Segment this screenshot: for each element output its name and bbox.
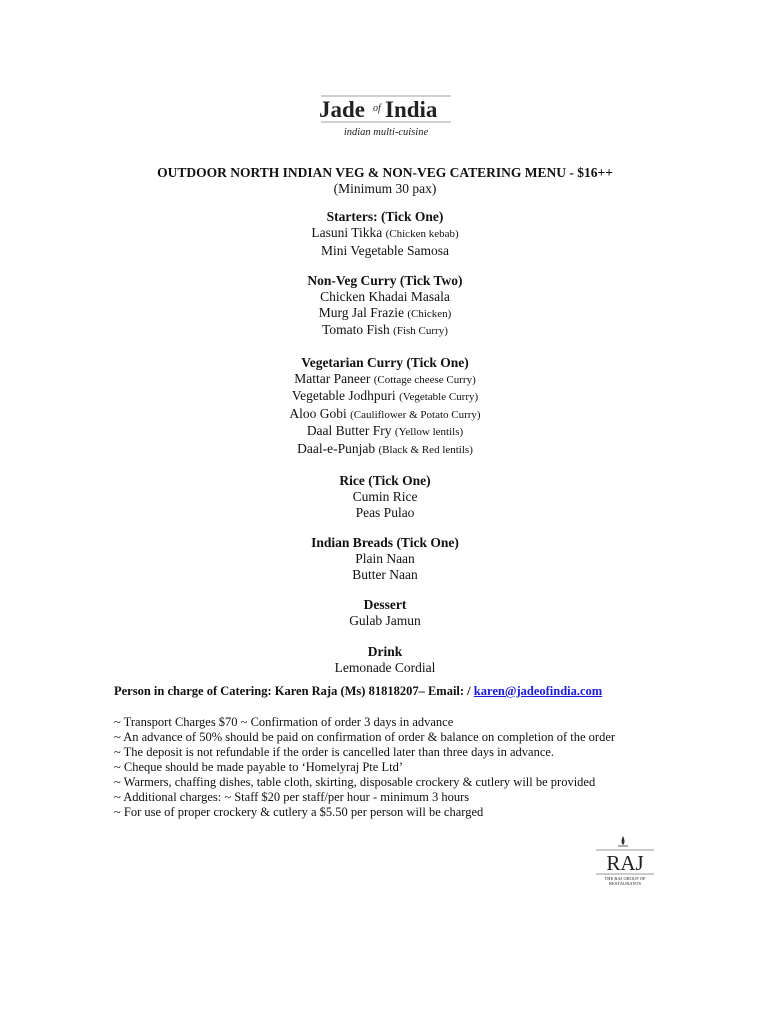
menu-item — [100, 243, 670, 259]
logo-brand-right: India — [385, 97, 438, 122]
terms-item: ~ Warmers, chaffing dishes, table cloth, skirting, disposable crockery & cutlery will be provided — [114, 775, 596, 789]
terms-list — [114, 715, 654, 820]
menu-title: OUTDOOR NORTH INDIAN VEG & NON-VEG CATERING MENU - $16++ — [157, 165, 613, 180]
menu-sections — [100, 209, 670, 675]
catering-contact — [114, 684, 602, 699]
terms-item: ~ An advance of 50% should be paid on confirmation of order & balance on completion of the order — [114, 730, 616, 744]
contact-email-link[interactable]: karen@jadeofindia.com — [473, 684, 603, 698]
section-heading: Drink — [367, 643, 403, 659]
menu-item-name: Tomato Fish — [322, 322, 390, 337]
menu-item-note: (Cottage cheese Curry) — [373, 373, 476, 386]
terms-item: ~ Transport Charges $70 ~ Confirmation of order 3 days in advance — [114, 715, 454, 729]
menu-item — [100, 567, 670, 583]
menu-item-note: (Fish Curry) — [393, 325, 448, 337]
menu-subtitle: (Minimum 30 pax) — [333, 181, 437, 196]
terms-item: ~ The deposit is not refundable if the order is cancelled later than three days in advance. — [114, 745, 555, 759]
section-heading: Dessert — [363, 597, 407, 612]
catering-menu — [100, 165, 670, 690]
menu-item — [100, 441, 670, 459]
logo-tagline: indian multi-cuisine — [343, 127, 429, 138]
menu-item — [100, 371, 670, 389]
menu-item — [100, 423, 670, 441]
menu-item-note: (Cauliflower & Potato Curry) — [350, 408, 481, 421]
menu-item-name: Aloo Gobi — [289, 405, 347, 421]
raj-line1: THE RAJ GROUP OF — [604, 876, 646, 881]
menu-item — [100, 505, 670, 521]
menu-item-name: Lasuni Tikka — [311, 225, 383, 240]
menu-item — [100, 225, 670, 243]
terms-item: ~ For use of proper crockery & cutlery a $5.50 per person will be charged — [114, 805, 484, 819]
section-heading: Starters: (Tick One) — [326, 209, 444, 224]
menu-item-name: Daal-e-Punjab — [297, 440, 376, 456]
raj-line2: RESTAURANTS — [609, 881, 641, 886]
menu-item — [100, 322, 670, 340]
jade-of-india-logo — [317, 92, 455, 140]
menu-item-name: Murg Jal Frazie — [318, 304, 404, 320]
menu-item-name: Chicken Khadai Masala — [320, 289, 450, 304]
menu-item — [100, 406, 670, 424]
raj-group-logo — [592, 834, 658, 890]
raj-flame-icon — [622, 836, 625, 845]
menu-item-note: (Black & Red lentils) — [378, 443, 473, 456]
menu-item-name: Plain Naan — [355, 551, 415, 566]
menu-section — [100, 355, 670, 459]
menu-item-note: (Chicken) — [407, 307, 452, 320]
section-heading: Rice (Tick One) — [339, 473, 431, 488]
menu-item — [100, 388, 670, 406]
section-heading: Vegetarian Curry (Tick One) — [301, 354, 469, 370]
section-heading: Indian Breads (Tick One) — [311, 535, 459, 550]
menu-item-note: (Yellow lentils) — [394, 426, 464, 438]
menu-section — [100, 473, 670, 520]
menu-item-note: (Chicken kebab) — [385, 228, 459, 240]
menu-item-note: (Vegetable Curry) — [399, 391, 479, 403]
menu-item — [100, 551, 670, 567]
menu-item-name: Mini Vegetable Samosa — [321, 242, 449, 258]
menu-item — [100, 305, 670, 323]
menu-item-name: Cumin Rice — [352, 489, 418, 504]
terms-item: ~ Additional charges: ~ Staff $20 per staff/per hour - minimum 3 hours — [114, 790, 470, 804]
menu-item — [100, 489, 670, 505]
section-heading: Non-Veg Curry (Tick Two) — [307, 273, 463, 288]
menu-item-name: Daal Butter Fry — [306, 423, 392, 438]
menu-section — [100, 535, 670, 582]
menu-item — [100, 289, 670, 305]
menu-section — [100, 209, 670, 258]
menu-item-name: Vegetable Jodhpuri — [291, 388, 396, 403]
menu-section — [100, 644, 670, 676]
menu-item — [100, 613, 670, 629]
logo-brand-left: Jade — [319, 97, 365, 122]
terms-item: ~ Cheque should be made payable to ‘Homelyraj Pte Ltd’ — [114, 760, 403, 774]
raj-mark: RAJ — [606, 851, 644, 875]
menu-item-name: Peas Pulao — [355, 504, 415, 520]
menu-section — [100, 597, 670, 629]
menu-item-name: Butter Naan — [352, 566, 418, 582]
menu-item-name: Lemonade Cordial — [334, 659, 436, 675]
menu-section — [100, 273, 670, 340]
logo-brand-of: of — [373, 103, 381, 114]
menu-item-name: Mattar Paneer — [294, 370, 371, 386]
menu-item-name: Gulab Jamun — [349, 613, 421, 628]
menu-item — [100, 660, 670, 676]
contact-label: Person in charge of Catering: Karen Raja (Ms) 81818207– Email: / — [114, 684, 471, 698]
